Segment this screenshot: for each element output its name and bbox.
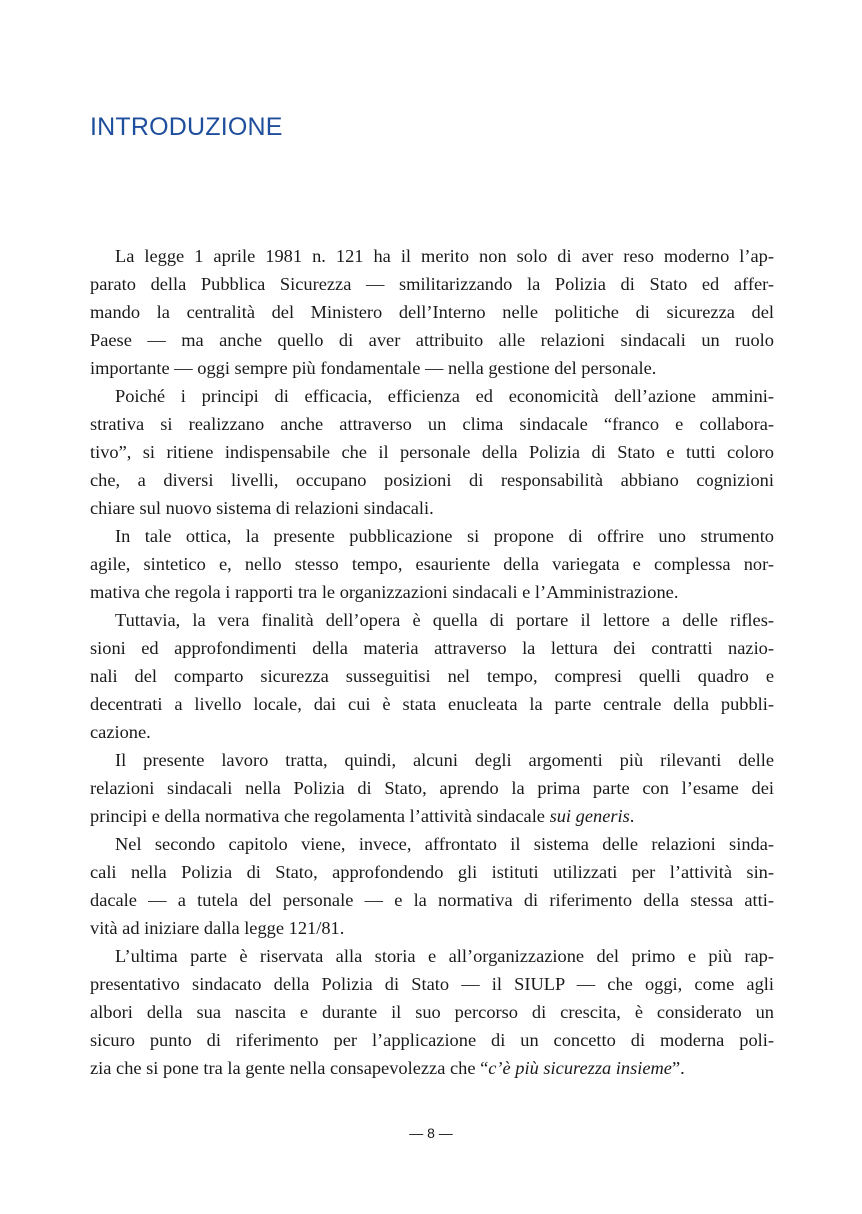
text-line: sioni ed approfondimenti della materia attraverso la lettura dei contratti nazio- bbox=[90, 638, 774, 658]
italic-phrase: c’è più sicurezza insieme bbox=[488, 1058, 672, 1078]
text-line: relazioni sindacali nella Polizia di Stato, aprendo la prima parte con l’esame dei bbox=[90, 778, 774, 798]
text-line: La legge 1 aprile 1981 n. 121 ha il merito non solo di aver reso moderno l’ap- bbox=[115, 246, 774, 266]
text-line: che, a diversi livelli, occupano posizioni di responsabilità abbiano cognizioni bbox=[90, 470, 774, 490]
text-line: cazione. bbox=[90, 722, 151, 742]
text-line: cali nella Polizia di Stato, approfondendo gli istituti utilizzati per l’attività sin- bbox=[90, 862, 774, 882]
text-line: agile, sintetico e, nello stesso tempo, esauriente della variegata e complessa nor- bbox=[90, 554, 774, 574]
text-line: Tuttavia, la vera finalità dell’opera è quella di portare il lettore a delle rifles- bbox=[115, 610, 774, 630]
text-line: L’ultima parte è riservata alla storia e all’organizzazione del primo e più rap- bbox=[115, 946, 774, 966]
text-span: ”. bbox=[671, 1058, 685, 1078]
text-line: sicuro punto di riferimento per l’applicazione di un concetto di moderna poli- bbox=[90, 1030, 774, 1050]
text-line: nali del comparto sicurezza susseguitisi nel tempo, compresi quelli quadro e bbox=[90, 666, 774, 686]
text-line: chiare sul nuovo sistema di relazioni sindacali. bbox=[90, 498, 434, 518]
text-line: vità ad iniziare dalla legge 121/81. bbox=[90, 918, 345, 938]
text-line: In tale ottica, la presente pubblicazione si propone di offrire uno strumento bbox=[115, 526, 774, 546]
text-line: mando la centralità del Ministero dell’Interno nelle politiche di sicurezza del bbox=[90, 302, 774, 322]
text-line: dacale — a tutela del personale — e la normativa di riferimento della stessa atti- bbox=[90, 890, 774, 910]
text-line: parato della Pubblica Sicurezza — smilitarizzando la Polizia di Stato ed affer- bbox=[90, 274, 774, 294]
text-line: Paese — ma anche quello di aver attribuito alle relazioni sindacali un ruolo bbox=[90, 330, 774, 350]
body-text bbox=[90, 242, 774, 1082]
text-line bbox=[90, 1054, 774, 1082]
text-line: decentrati a livello locale, dai cui è stata enucleata la parte centrale della pubbli- bbox=[90, 694, 774, 714]
text-line bbox=[90, 802, 774, 830]
text-line: mativa che regola i rapporti tra le organizzazioni sindacali e l’Amministrazione. bbox=[90, 582, 679, 602]
text-span: zia che si pone tra la gente nella consapevolezza che “ bbox=[90, 1058, 489, 1078]
text-line: presentativo sindacato della Polizia di Stato — il SIULP — che oggi, come agli bbox=[90, 974, 774, 994]
text-line: importante — oggi sempre più fondamentale — nella gestione del personale. bbox=[90, 358, 657, 378]
text-line: Nel secondo capitolo viene, invece, affrontato il sistema delle relazioni sinda- bbox=[115, 834, 774, 854]
text-span: principi e della normativa che regolamenta l’attività sindacale bbox=[90, 806, 550, 826]
text-line: tivo”, si ritiene indispensabile che il personale della Polizia di Stato e tutti coloro bbox=[90, 442, 774, 462]
page-title: INTRODUZIONE bbox=[90, 113, 283, 141]
text-line: Poiché i principi di efficacia, efficienza ed economicità dell’azione ammini- bbox=[115, 386, 774, 406]
text-line: strativa si realizzano anche attraverso un clima sindacale “franco e collabora- bbox=[90, 414, 774, 434]
text-span: . bbox=[629, 806, 635, 826]
text-line: Il presente lavoro tratta, quindi, alcuni degli argomenti più rilevanti delle bbox=[115, 750, 774, 770]
text-line: albori della sua nascita e durante il suo percorso di crescita, è considerato un bbox=[90, 1002, 774, 1022]
page-number: — 8 — bbox=[409, 1125, 453, 1141]
italic-phrase: sui generis bbox=[549, 806, 630, 826]
